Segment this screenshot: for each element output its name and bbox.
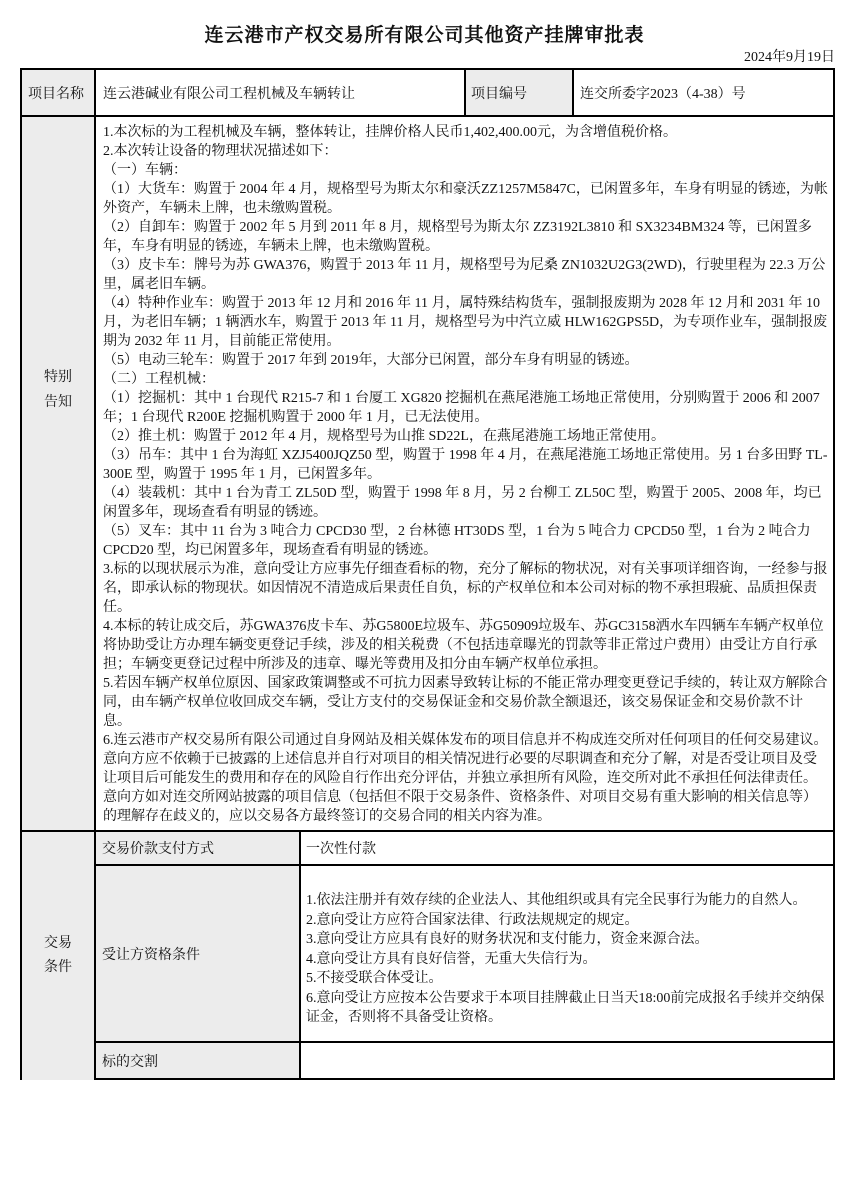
project-header-row xyxy=(22,70,833,117)
payment-method-row xyxy=(96,832,833,866)
notice-paragraph: （二）工程机械： xyxy=(103,372,215,387)
project-number-value-cell: 连交所委字2023（4-38）号 xyxy=(580,86,746,102)
special-notice-label-line2: 告知 xyxy=(44,395,72,410)
qualification-item: 6.意向受让方应按本公告要求于本项目挂牌截止日当天18:00前完成报名手续并交纳保证金，否则将不具备受让资格。 xyxy=(306,990,825,1025)
notice-paragraph: 6.连云港市产权交易所有限公司通过自身网站及相关媒体发布的项目信息并不构成连交所对任何项目的任何交易建议。意向方应不依赖于已披露的上述信息并自行对项目的相关情况进行必要的尽职调查和充分了解，对是否受让项目及受让项目后可能发生的费用和存在的风险自行作出充分评估，并独立承担所有风险，连交所对此不承担任何法律责任。意向方如对连交所网站披露的项目信息（包括但不限于交易条件、资格条件、对项目交易有重大影响的相关信息等）的理解存在歧义的，应以交易各方最终签订的交易合同的相关内容为准。 xyxy=(103,733,828,824)
notice-paragraph: （一）车辆： xyxy=(103,163,187,178)
delivery-value-cell xyxy=(301,1043,833,1078)
payment-method-label-cell: 交易价款支付方式 xyxy=(96,832,301,864)
qualification-item: 2.意向受让方应符合国家法律、行政法规规定的规定。 xyxy=(306,912,639,928)
qualification-label-cell: 受让方资格条件 xyxy=(96,866,301,1041)
notice-paragraph: 2.本次转让设备的物理状况描述如下： xyxy=(103,144,338,159)
notice-paragraph: （3）皮卡车：牌号为苏 GWA376，购置于 2013 年 11 月，规格型号为尼桑 ZN1032U2G3(2WD)，行驶里程为 22.3 万公里，属老旧车辆。 xyxy=(103,258,826,292)
notice-paragraph: （2）自卸车：购置于 2002 年 5 月到 2011 年 8 月，规格型号为斯太尔 ZZ3192L3810 和 SX3234BM324 等，已闲置多年，车身有明显的锈迹，车辆未上牌，也未缴购置税。 xyxy=(103,220,812,254)
page-title: 连云港市产权交易所有限公司其他资产挂牌审批表 xyxy=(204,25,645,46)
notice-paragraph: （4）装载机：其中 1 台为青工 ZL50D 型，购置于 1998 年 8 月，另 2 台柳工 ZL50C 型，购置于 2005、2008 年，均已闲置多年，现场查看有明显的锈迹。 xyxy=(103,486,822,520)
trade-conditions-label-line2: 条件 xyxy=(44,960,72,975)
notice-paragraph: 1.本次标的为工程机械及车辆，整体转让，挂牌价格人民币1,402,400.00元，为含增值税价格。 xyxy=(103,125,677,140)
trade-conditions-subtable xyxy=(96,832,833,1080)
qualification-item: 4.意向受让方具有良好信誉，无重大失信行为。 xyxy=(306,951,597,967)
notice-paragraph: （5）叉车：其中 11 台为 3 吨合力 CPCD30 型，2 台林德 HT30DS 型，1 台为 5 吨合力 CPCD50 型，1 台为 2 吨合力 CPCD20 型，均已闲置多年，现场查看有明显的锈迹。 xyxy=(103,524,811,558)
document-date: 2024年9月19日 xyxy=(744,50,835,65)
qualification-item: 1.依法注册并有效存续的企业法人、其他组织或具有完全民事行为能力的自然人。 xyxy=(306,893,807,908)
special-notice-row xyxy=(22,117,833,832)
qualification-item: 3.意向受让方应具有良好的财务状况和支付能力，资金来源合法。 xyxy=(306,932,709,947)
special-notice-content-cell xyxy=(96,117,833,830)
special-notice-label-line1: 特别 xyxy=(44,370,72,385)
trade-conditions-row xyxy=(22,832,833,1080)
notice-paragraph: （4）特种作业车：购置于 2013 年 12 月和 2016 年 11 月，属特殊结构货车，强制报废期为 2028 年 12 月和 2031 年 10 月，为老旧车辆；1 辆洒水车，购置于 2013 年 11 月，规格型号为中汽立威 HLW162GPS5D，为专项作业车，强制报废期为 2032 年 11 月，目前能正常使用。 xyxy=(103,296,828,349)
notice-paragraph: （3）吊车：其中 1 台为海虹 XZJ5400JQZ50 型，购置于 1998 年 4 月，在燕尾港施工场地正常使用。另 1 台多田野 TL-300E 型，购置于 1995 年 1 月，已闲置多年。 xyxy=(103,448,828,482)
notice-paragraph: 3.标的以现状展示为准，意向受让方应事先仔细查看标的物，充分了解标的物状况，对有关事项详细咨询，一经参与报名，即承认标的物现状。如因情况不清造成后果责任自负，标的产权单位和本公司对标的物不承担瑕疵、品质担保责任。 xyxy=(103,562,828,615)
delivery-row xyxy=(96,1043,833,1080)
notice-paragraph: （1）大货车：购置于 2004 年 4 月，规格型号为斯太尔和豪沃ZZ1257M5847C，已闲置多年，车身有明显的锈迹，为帐外资产，车辆未上牌，也未缴购置税。 xyxy=(103,182,828,216)
project-name-value-cell: 连云港碱业有限公司工程机械及车辆转让 xyxy=(96,70,466,115)
qualification-row xyxy=(96,866,833,1043)
project-number-label-cell: 项目编号 xyxy=(466,70,574,115)
qualification-item: 5.不接受联合体受让。 xyxy=(306,971,443,986)
payment-method-value-cell: 一次性付款 xyxy=(306,842,376,857)
notice-paragraph: 5.若因车辆产权单位原因、国家政策调整或不可抗力因素导致转让标的不能正常办理变更登记手续的，转让双方解除合同，由车辆产权单位收回成交车辆，受让方支付的交易保证金和交易价款全额退还，该交易保证金和交易价款不计息。 xyxy=(103,676,828,729)
approval-table xyxy=(20,68,835,1080)
notice-paragraph: （1）挖掘机：其中 1 台现代 R215-7 和 1 台厦工 XG820 挖掘机在燕尾港施工场地正常使用，分别购置于 2006 和 2007 年；1 台现代 R200E 挖掘机购置于 2000 年 1 月，已无法使用。 xyxy=(103,391,820,425)
trade-conditions-label-cell xyxy=(22,832,96,1080)
qualification-list-cell xyxy=(301,866,833,1041)
trade-conditions-label-line1: 交易 xyxy=(44,936,72,951)
special-notice-label-cell xyxy=(22,117,96,830)
project-name-label-cell: 项目名称 xyxy=(22,70,96,115)
notice-paragraph: 4.本标的转让成交后，苏GWA376皮卡车、苏G5800E垃圾车、苏G50909垃圾车、苏GC3158洒水车四辆车车辆产权单位将协助受让方办理车辆变更登记手续，涉及的相关税费（不包括违章曝光的罚款等非正常过户费用）由受让方自行承担；车辆变更登记过程中所涉及的违章、曝光等费用及扣分由车辆产权单位承担。 xyxy=(103,619,824,672)
delivery-label-cell: 标的交割 xyxy=(96,1043,301,1078)
notice-paragraph: （5）电动三轮车：购置于 2017 年到 2019年，大部分已闲置，部分车身有明显的锈迹。 xyxy=(103,353,639,368)
notice-paragraph: （2）推土机：购置于 2012 年 4 月，规格型号为山推 SD22L，在燕尾港施工场地正常使用。 xyxy=(103,429,665,444)
